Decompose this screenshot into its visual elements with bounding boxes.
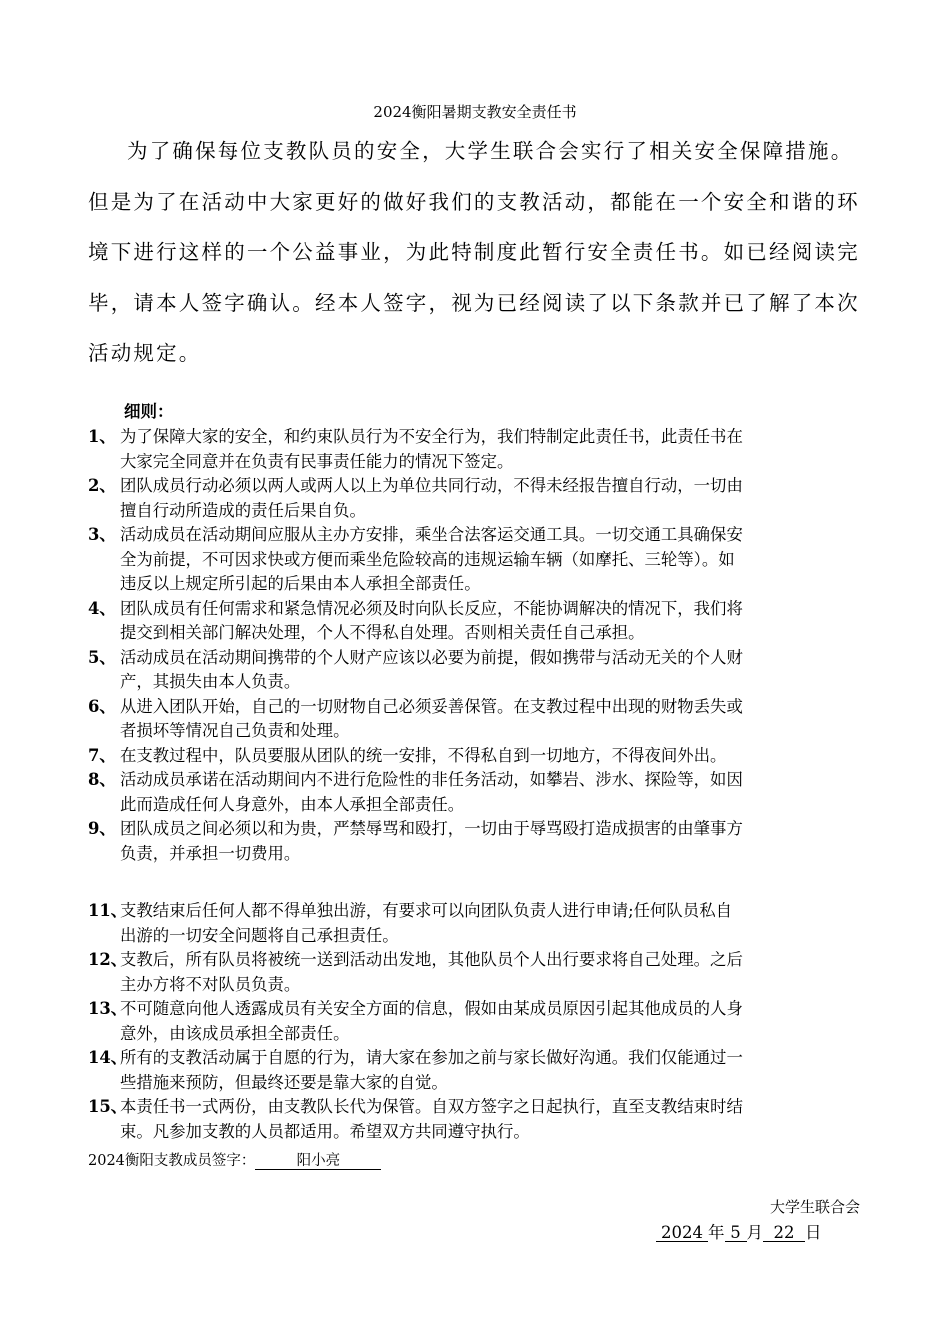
signature-name: 阳小亮 <box>255 1154 381 1170</box>
rule-text-line: 不可随意向他人透露成员有关安全方面的信息，假如由某成员原因引起其他成员的人身 <box>120 999 743 1018</box>
intro-line: 毕，请本人签字确认。经本人签字，视为已经阅读了以下条款并已了解了本次 <box>88 290 860 315</box>
rule-item <box>88 474 864 523</box>
date-month-unit: 月 <box>746 1223 763 1242</box>
rule-text-line: 本责任书一式两份，由支教队长代为保管。自双方签字之日起执行，直至支教结束时结 <box>120 1097 743 1116</box>
rule-text-line: 团队成员行动必须以两人或两人以上为单位共同行动，不得未经报告擅自行动，一切由 <box>120 476 743 495</box>
rule-number: 11、 <box>88 901 128 920</box>
rule-number: 9、 <box>88 819 116 838</box>
rule-text-line: 提交到相关部门解决处理，个人不得私自处理。否则相关责任自己承担。 <box>120 623 645 642</box>
rule-number: 13、 <box>88 999 128 1018</box>
signature-line <box>88 1151 381 1171</box>
rule-text-line: 此而造成任何人身意外，由本人承担全部责任。 <box>120 794 465 814</box>
document-title: 2024衡阳暑期支教安全责任书 <box>373 103 577 121</box>
date-year-unit: 年 <box>708 1223 725 1242</box>
signature-label: 2024衡阳支教成员签字： <box>88 1153 256 1169</box>
rule-text-line: 从进入团队开始，自己的一切财物自己必须妥善保管。在支教过程中出现的财物丢失或 <box>120 696 743 716</box>
rule-text-line: 活动成员在活动期间应服从主办方安排，乘坐合法客运交通工具。一切交通工具确保安 <box>120 525 743 544</box>
rule-number: 7、 <box>88 745 116 765</box>
rule-text-line: 活动成员承诺在活动期间内不进行危险性的非任务活动，如攀岩、涉水、探险等，如因 <box>120 770 743 789</box>
date-day-unit: 日 <box>805 1223 822 1242</box>
organization-name: 大学生联合会 <box>769 1198 860 1216</box>
rule-text-line: 产，其损失由本人负责。 <box>120 672 301 691</box>
rule-number: 14、 <box>88 1048 128 1067</box>
rule-text-line: 些措施来预防，但最终还要是靠大家的自觉。 <box>120 1072 448 1092</box>
rule-text-line: 负责，并承担一切费用。 <box>120 843 301 863</box>
intro-line: 境下进行这样的一个公益事业，为此特制度此暂行安全责任书。如已经阅读完 <box>88 240 860 264</box>
intro-line: 活动规定。 <box>88 341 202 365</box>
rule-text-line: 大家完全同意并在负责有民事责任能力的情况下签定。 <box>120 451 514 471</box>
rule-text-line: 束。凡参加支教的人员都适用。希望双方共同遵守执行。 <box>120 1121 530 1141</box>
rule-item <box>88 425 864 474</box>
intro-paragraph <box>88 126 864 379</box>
signing-date <box>656 1222 822 1244</box>
rule-text-line: 出游的一切安全问题将自己承担责任。 <box>120 925 399 945</box>
rule-item <box>88 948 864 997</box>
rules-heading: 细则： <box>124 402 174 421</box>
rule-text-line: 意外，由该成员承担全部责任。 <box>120 1023 350 1043</box>
rule-item <box>88 768 864 817</box>
rule-text-line: 擅自行动所造成的责任后果自负。 <box>120 500 366 520</box>
rule-item <box>88 646 864 695</box>
rule-number: 12、 <box>88 950 128 969</box>
rule-text-line: 团队成员之间必须以和为贵，严禁辱骂和殴打，一切由于辱骂殴打造成损害的由肇事方 <box>120 819 743 838</box>
rule-item <box>88 597 864 646</box>
date-month: 5 <box>725 1224 747 1242</box>
rule-text-line: 为了保障大家的安全，和约束队员行为不安全行为，我们特制定此责任书，此责任书在 <box>120 427 743 446</box>
rule-item <box>88 1095 864 1144</box>
rule-number: 8、 <box>88 770 116 789</box>
intro-line: 但是为了在活动中大家更好的做好我们的支教活动，都能在一个安全和谐的环 <box>88 189 860 214</box>
rule-text-line: 支教后，所有队员将被统一送到活动出发地，其他队员个人出行要求将自己处理。之后 <box>120 950 743 969</box>
rule-text-line: 在支教过程中，队员要服从团队的统一安排，不得私自到一切地方，不得夜间外出。 <box>120 745 727 765</box>
rule-text-line: 主办方将不对队员负责。 <box>120 974 301 994</box>
rule-text-line: 者损坏等情况自己负责和处理。 <box>120 721 350 740</box>
rule-text-line: 团队成员有任何需求和紧急情况必须及时向队长反应，不能协调解决的情况下，我们将 <box>120 598 743 618</box>
rule-item <box>88 695 864 744</box>
rule-text-line: 全为前提，不可因求快或方便而乘坐危险较高的违规运输车辆（如摩托、三轮等）。如 <box>120 549 735 569</box>
rule-number: 15、 <box>88 1097 128 1116</box>
date-day: 22 <box>763 1224 805 1242</box>
rule-number: 6、 <box>88 696 116 716</box>
rule-text-line: 违反以上规定所引起的后果由本人承担全部责任。 <box>120 574 481 593</box>
rule-number: 4、 <box>88 598 116 618</box>
rule-number: 1、 <box>88 427 116 446</box>
intro-line: 为了确保每位支教队员的安全，大学生联合会实行了相关安全保障措施。 <box>127 139 854 163</box>
rule-item <box>88 997 864 1046</box>
rule-number: 3、 <box>88 525 116 544</box>
rule-item <box>88 1046 864 1095</box>
rule-item <box>88 817 864 866</box>
rule-text-line: 活动成员在活动期间携带的个人财产应该以必要为前提，假如携带与活动无关的个人财 <box>120 647 743 667</box>
rule-text-line: 所有的支教活动属于自愿的行为，请大家在参加之前与家长做好沟通。我们仅能通过一 <box>120 1048 743 1067</box>
rule-number: 2、 <box>88 476 116 495</box>
rules-list-part1 <box>88 425 864 866</box>
date-year: 2024 <box>656 1224 708 1242</box>
rule-item <box>88 744 864 769</box>
rules-list-part2 <box>88 899 864 1144</box>
rule-number: 5、 <box>88 647 116 667</box>
rule-item <box>88 899 864 948</box>
rule-text-line: 支教结束后任何人都不得单独出游，有要求可以向团队负责人进行申请;任何队员私自 <box>120 901 732 920</box>
rule-item <box>88 523 864 597</box>
